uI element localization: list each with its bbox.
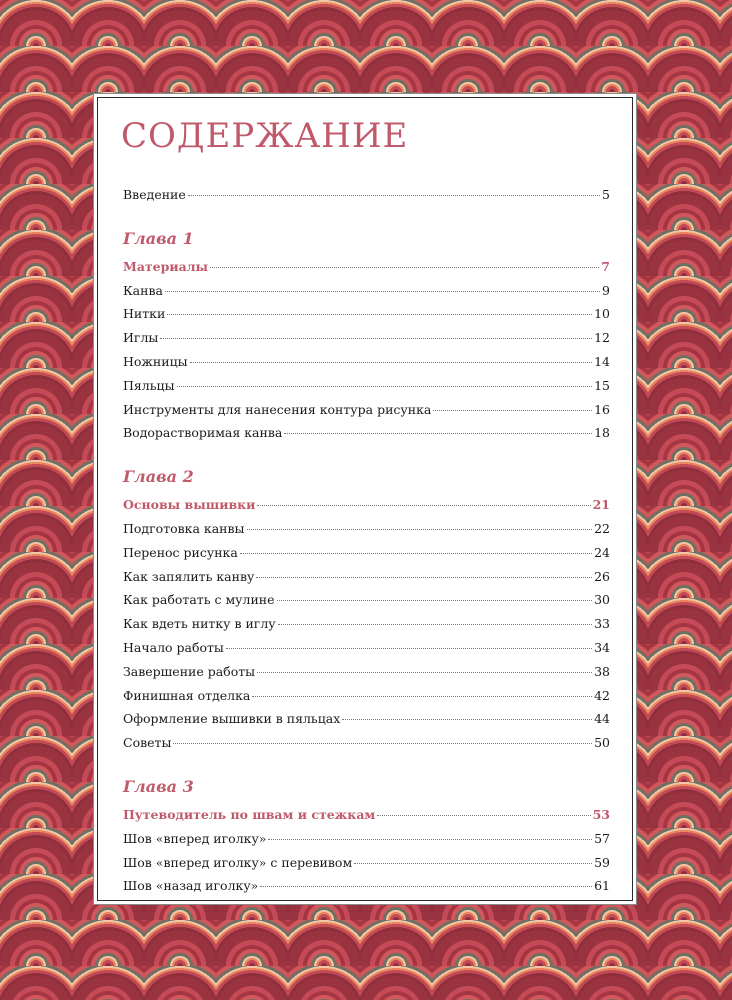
table-of-contents — [123, 187, 610, 902]
dot-leader — [268, 839, 592, 840]
toc-entry-label: Шов «вперед иголку» с перевивом — [123, 854, 353, 870]
dot-leader — [167, 314, 592, 315]
chapter-heading: Глава 1 — [123, 228, 194, 248]
toc-entry[interactable] — [123, 330, 610, 354]
toc-entry-label: Как запялить канву — [123, 568, 255, 584]
toc-entry-label: Канва — [123, 282, 163, 298]
toc-entry[interactable] — [123, 616, 610, 640]
dot-leader — [240, 553, 592, 554]
dot-leader — [277, 600, 593, 601]
toc-section[interactable] — [123, 259, 610, 283]
toc-entry-label: Пяльцы — [123, 377, 175, 393]
toc-entry-page: 38 — [594, 663, 610, 679]
dot-leader — [377, 815, 590, 816]
toc-entry[interactable] — [123, 664, 610, 688]
toc-entry-page: 5 — [602, 187, 610, 202]
toc-entry-page: 22 — [594, 520, 610, 536]
toc-entry[interactable] — [123, 592, 610, 616]
page-title: СОДЕРЖАНИЕ — [121, 116, 409, 156]
toc-entry-page: 9 — [602, 282, 610, 298]
toc-entry-label: Введение — [123, 187, 186, 202]
toc-entry-page: 12 — [594, 330, 610, 346]
toc-entry-page: 34 — [594, 639, 610, 655]
toc-entry-label: Шов «назад иголку» — [123, 878, 259, 894]
toc-entry-label: Иглы — [123, 330, 159, 346]
dot-leader — [226, 648, 592, 649]
chapter-heading: Глава 3 — [123, 776, 194, 796]
toc-section[interactable] — [123, 497, 610, 521]
toc-entry-label: Нитки — [123, 306, 166, 322]
dot-leader — [278, 624, 592, 625]
toc-entry-page: 33 — [594, 616, 610, 632]
toc-entry-label: Инструменты для нанесения контура рисунка — [123, 401, 432, 417]
toc-entry-label: Как работать с мулине — [123, 592, 275, 608]
toc-entry-label: Как вдеть нитку в иглу — [123, 616, 276, 632]
dot-leader — [252, 696, 592, 697]
toc-entry[interactable] — [123, 688, 610, 712]
toc-section[interactable] — [123, 807, 610, 831]
toc-entry[interactable] — [123, 354, 610, 378]
toc-section-page: 21 — [592, 497, 610, 513]
dot-leader — [284, 433, 592, 434]
dot-leader — [247, 529, 593, 530]
toc-entry[interactable] — [123, 402, 610, 426]
toc-section-label: Материалы — [123, 258, 209, 274]
toc-entry[interactable] — [123, 425, 610, 449]
dot-leader — [260, 886, 592, 887]
toc-entry[interactable] — [123, 521, 610, 545]
toc-entry[interactable] — [123, 545, 610, 569]
toc-entry[interactable] — [123, 735, 610, 759]
dot-leader — [433, 410, 592, 411]
toc-entry[interactable] — [123, 855, 610, 879]
toc-section-page: 7 — [601, 258, 610, 274]
chapter-heading: Глава 2 — [123, 467, 194, 487]
toc-section-page: 53 — [592, 806, 610, 822]
toc-entry-page: 30 — [594, 592, 610, 608]
toc-entry-intro[interactable] — [123, 187, 610, 211]
toc-entry-label: Водорастворимая канва — [123, 425, 283, 441]
toc-entry-label: Ножницы — [123, 353, 188, 369]
dot-leader — [256, 577, 592, 578]
toc-entry[interactable] — [123, 711, 610, 735]
toc-section-label: Путеводитель по швам и стежкам — [123, 806, 376, 822]
dot-leader — [342, 719, 592, 720]
dot-leader — [257, 672, 592, 673]
toc-entry-page: 59 — [594, 854, 610, 870]
dot-leader — [160, 338, 592, 339]
dot-leader — [177, 386, 593, 387]
toc-entry-page: 57 — [594, 830, 610, 846]
toc-entry[interactable] — [123, 378, 610, 402]
toc-entry-label: Финишная отделка — [123, 687, 251, 703]
toc-entry-page: 24 — [594, 544, 610, 560]
toc-entry[interactable] — [123, 569, 610, 593]
dot-leader — [173, 743, 592, 744]
dot-leader — [257, 505, 590, 506]
toc-entry-page: 18 — [594, 425, 610, 441]
toc-entry[interactable] — [123, 306, 610, 330]
toc-entry[interactable] — [123, 831, 610, 855]
dot-leader — [190, 362, 593, 363]
toc-entry-label: Советы — [123, 735, 172, 751]
toc-entry-label: Подготовка канвы — [123, 520, 245, 536]
contents-page — [93, 93, 637, 905]
toc-entry-label: Завершение работы — [123, 663, 256, 679]
toc-entry-label: Шов «вперед иголку» — [123, 830, 267, 846]
toc-entry-page: 42 — [594, 687, 610, 703]
toc-entry-label: Перенос рисунка — [123, 544, 238, 560]
toc-section-label: Основы вышивки — [123, 497, 256, 513]
dot-leader — [165, 291, 600, 292]
toc-entry-page: 44 — [594, 711, 610, 727]
toc-entry-page: 16 — [594, 401, 610, 417]
toc-entry-page: 50 — [594, 735, 610, 751]
toc-entry[interactable] — [123, 640, 610, 664]
toc-entry[interactable] — [123, 283, 610, 307]
toc-entry[interactable] — [123, 878, 610, 902]
toc-entry-label: Начало работы — [123, 639, 224, 655]
toc-entry-page: 14 — [594, 353, 610, 369]
toc-entry-label: Оформление вышивки в пяльцах — [123, 711, 341, 727]
dot-leader — [354, 863, 592, 864]
toc-entry-page: 15 — [594, 377, 610, 393]
dot-leader — [188, 195, 600, 196]
dot-leader — [210, 267, 599, 268]
toc-entry-page: 61 — [594, 878, 610, 894]
toc-entry-page: 10 — [594, 306, 610, 322]
toc-entry-page: 26 — [594, 568, 610, 584]
